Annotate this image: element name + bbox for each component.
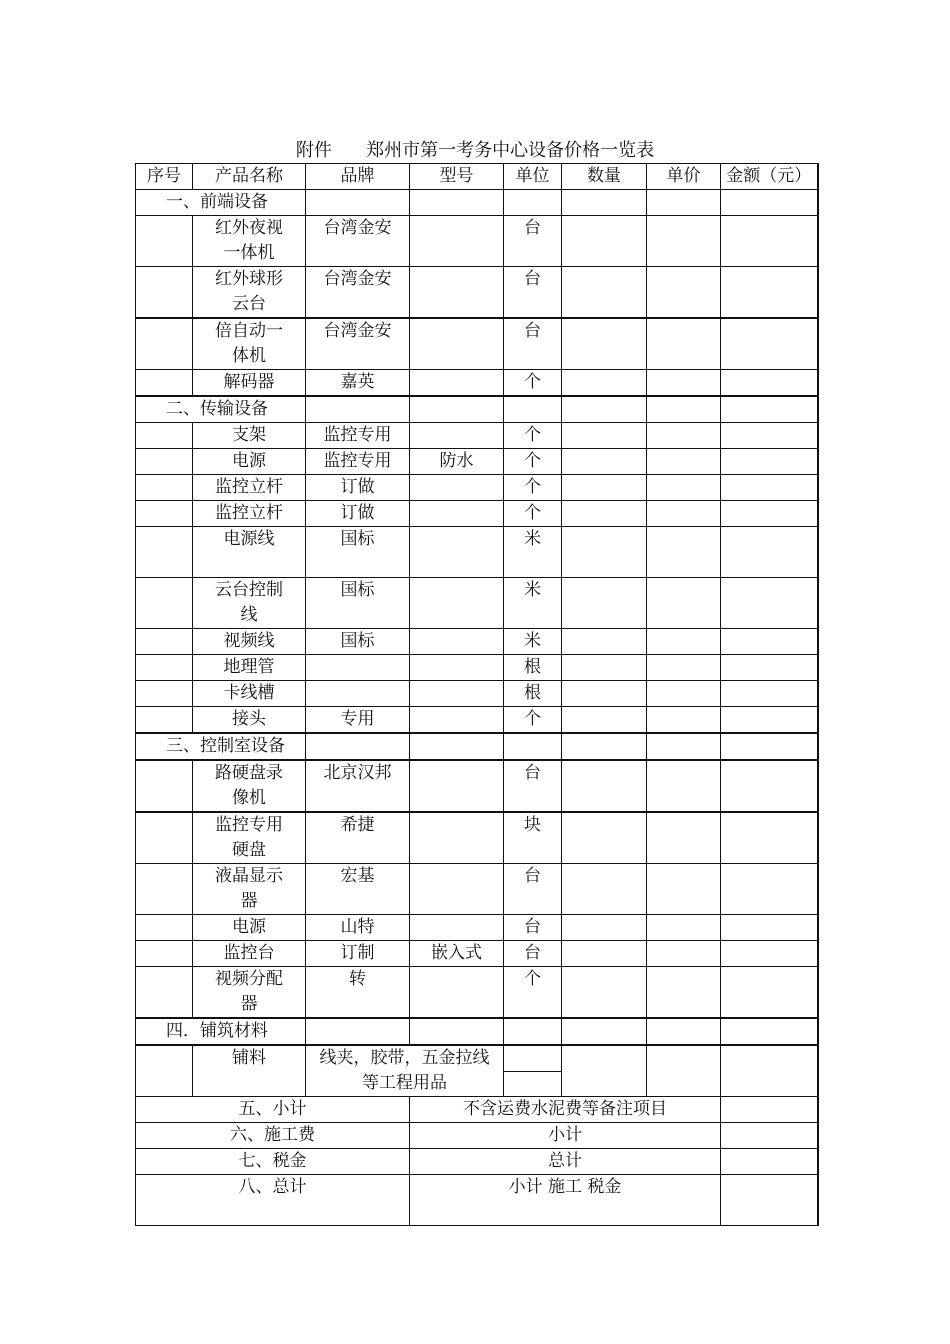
quantity-cell [562,216,647,267]
quantity-cell [562,370,647,397]
quantity-cell [562,967,647,1019]
amount-cell [721,216,818,267]
amount-cell [721,1045,818,1097]
summary-row [136,1149,818,1175]
quantity-cell [562,527,647,578]
unit-price-cell [647,707,721,734]
brand-cell: 宏基 [306,864,410,915]
unit-cell: 个 [504,475,562,501]
model-cell: 嵌入式 [410,941,504,967]
unit-cell: 个 [504,423,562,449]
product-name-cell: 卡线槽 [193,681,306,707]
brand-cell: 订做 [306,475,410,501]
brand-cell: 订制 [306,941,410,967]
amount-cell [721,760,818,812]
section-label: 二、传输设备 [136,396,306,423]
amount-cell [721,707,818,734]
amount-cell [721,449,818,475]
quantity-cell [562,707,647,734]
product-name-cell: 电源 [193,915,306,941]
header-cell: 数量 [562,164,647,190]
model-cell [410,423,504,449]
summary-note: 小计 施工 税金 [410,1175,721,1226]
row-index-cell [136,267,193,319]
section-label: 四．铺筑材料 [136,1018,306,1045]
header-cell: 金额（元） [721,164,818,190]
brand-note-cell: 线夹，胶带，五金拉线等工程用品 [306,1045,504,1097]
table-row [136,216,818,267]
summary-note: 总计 [410,1149,721,1175]
amount-cell [721,681,818,707]
model-cell [410,475,504,501]
unit-price-cell [647,318,721,370]
empty-cell [410,190,504,216]
document-title: 附件 郑州市第一考务中心设备价格一览表 [295,140,655,161]
amount-cell [721,267,818,319]
unit-cell: 米 [504,578,562,629]
unit-cell: 根 [504,655,562,681]
unit-cell: 台 [504,864,562,915]
unit-price-cell [647,812,721,864]
table-row [136,760,818,812]
quantity-cell [562,578,647,629]
amount-cell [721,318,818,370]
empty-cell [721,1018,818,1045]
header-row [136,164,818,190]
row-index-cell [136,1045,193,1097]
product-name-cell: 视频分配器 [193,967,306,1019]
unit-cell: 台 [504,267,562,319]
unit-cell: 个 [504,370,562,397]
row-index-cell [136,941,193,967]
empty-cell [306,733,410,760]
unit-price-cell [647,449,721,475]
unit-price-cell [647,423,721,449]
unit-cell: 个 [504,449,562,475]
brand-cell: 国标 [306,629,410,655]
unit-price-cell [647,527,721,578]
amount-cell [721,629,818,655]
amount-cell [721,578,818,629]
empty-cell [721,733,818,760]
amount-cell [721,655,818,681]
model-cell [410,812,504,864]
unit-price-cell [647,501,721,527]
brand-cell: 国标 [306,578,410,629]
quantity-cell [562,864,647,915]
unit-cell: 个 [504,707,562,734]
table-row [136,501,818,527]
amount-cell [721,527,818,578]
empty-cell [721,190,818,216]
amount-cell [721,370,818,397]
brand-cell: 国标 [306,527,410,578]
brand-cell [306,681,410,707]
amount-cell [721,967,818,1019]
brand-cell: 监控专用 [306,423,410,449]
model-cell [410,864,504,915]
quantity-cell [562,1045,647,1097]
brand-cell: 北京汉邦 [306,760,410,812]
price-table [135,163,819,1226]
section-row [136,396,818,423]
header-cell: 型号 [410,164,504,190]
product-name-cell: 接头 [193,707,306,734]
table-row [136,527,818,578]
product-name-cell: 红外球形云台 [193,267,306,319]
model-cell [410,629,504,655]
row-index-cell [136,812,193,864]
model-cell [410,915,504,941]
row-index-cell [136,655,193,681]
quantity-cell [562,655,647,681]
product-name-cell: 监控立杆 [193,475,306,501]
row-index-cell [136,449,193,475]
quantity-cell [562,267,647,319]
table-row [136,370,818,397]
product-name-cell: 倍自动一体机 [193,318,306,370]
unit-price-cell [647,915,721,941]
price-table-body [136,164,818,1226]
empty-cell [562,1018,647,1045]
quantity-cell [562,423,647,449]
table-row [136,318,818,370]
table-row [136,1045,818,1097]
table-row [136,681,818,707]
empty-cell [721,396,818,423]
quantity-cell [562,629,647,655]
row-index-cell [136,216,193,267]
empty-cell [410,1018,504,1045]
row-index-cell [136,707,193,734]
unit-price-cell [647,681,721,707]
product-name-cell: 云台控制线 [193,578,306,629]
row-index-cell [136,370,193,397]
unit-price-cell [647,967,721,1019]
amount-cell [721,864,818,915]
summary-row [136,1175,818,1226]
amount-cell [721,915,818,941]
row-index-cell [136,967,193,1019]
product-name-cell: 电源线 [193,527,306,578]
product-name-cell: 监控专用硬盘 [193,812,306,864]
quantity-cell [562,475,647,501]
section-label: 一、前端设备 [136,190,306,216]
quantity-cell [562,318,647,370]
empty-cell [647,1018,721,1045]
empty-cell [647,396,721,423]
header-cell: 产品名称 [193,164,306,190]
table-row [136,864,818,915]
unit-cell: 台 [504,760,562,812]
summary-note: 小计 [410,1123,721,1149]
unit-price-cell [647,216,721,267]
model-cell [410,760,504,812]
header-cell: 单价 [647,164,721,190]
empty-cell [647,733,721,760]
empty-cell [306,190,410,216]
amount-cell [721,423,818,449]
product-name-cell: 铺料 [193,1045,306,1097]
summary-row [136,1123,818,1149]
row-index-cell [136,501,193,527]
summary-label: 五、小计 [136,1097,410,1123]
unit-price-cell [647,370,721,397]
brand-cell: 台湾金安 [306,318,410,370]
table-row [136,655,818,681]
unit-price-cell [647,1045,721,1097]
brand-cell: 订做 [306,501,410,527]
amount-cell [721,1123,818,1149]
section-row [136,190,818,216]
row-index-cell [136,527,193,578]
brand-cell: 台湾金安 [306,216,410,267]
model-cell [410,527,504,578]
unit-price-cell [647,864,721,915]
unit-cell: 米 [504,629,562,655]
quantity-cell [562,760,647,812]
unit-price-cell [647,267,721,319]
unit-price-cell [647,629,721,655]
model-cell [410,267,504,319]
unit-cell [504,1045,562,1097]
model-cell [410,370,504,397]
amount-cell [721,812,818,864]
table-row [136,915,818,941]
summary-label: 八、总计 [136,1175,410,1226]
brand-cell: 专用 [306,707,410,734]
summary-label: 七、税金 [136,1149,410,1175]
brand-cell: 山特 [306,915,410,941]
model-cell [410,578,504,629]
empty-cell [306,1018,410,1045]
product-name-cell: 支架 [193,423,306,449]
unit-cell: 米 [504,527,562,578]
summary-note: 不含运费水泥费等备注项目 [410,1097,721,1123]
brand-cell: 嘉英 [306,370,410,397]
product-name-cell: 监控立杆 [193,501,306,527]
unit-cell-split [504,1046,561,1096]
empty-cell [504,1018,562,1045]
unit-price-cell [647,655,721,681]
brand-cell: 希捷 [306,812,410,864]
quantity-cell [562,449,647,475]
model-cell: 防水 [410,449,504,475]
product-name-cell: 视频线 [193,629,306,655]
empty-cell [562,396,647,423]
empty-cell [647,190,721,216]
unit-cell: 台 [504,915,562,941]
row-index-cell [136,423,193,449]
section-row [136,733,818,760]
unit-cell: 台 [504,318,562,370]
model-cell [410,967,504,1019]
header-cell: 品牌 [306,164,410,190]
unit-cell: 个 [504,501,562,527]
amount-cell [721,1149,818,1175]
section-label: 三、控制室设备 [136,733,306,760]
product-name-cell: 液晶显示器 [193,864,306,915]
model-cell [410,655,504,681]
model-cell [410,707,504,734]
empty-cell [410,396,504,423]
row-index-cell [136,318,193,370]
table-row [136,967,818,1019]
quantity-cell [562,501,647,527]
header-cell: 序号 [136,164,193,190]
product-name-cell: 解码器 [193,370,306,397]
quantity-cell [562,941,647,967]
table-row [136,267,818,319]
table-row [136,475,818,501]
brand-cell: 监控专用 [306,449,410,475]
quantity-cell [562,681,647,707]
empty-cell [504,733,562,760]
row-index-cell [136,681,193,707]
unit-price-cell [647,475,721,501]
amount-cell [721,501,818,527]
product-name-cell: 路硬盘录像机 [193,760,306,812]
empty-cell [562,190,647,216]
empty-cell [504,396,562,423]
product-name-cell: 红外夜视一体机 [193,216,306,267]
brand-cell: 台湾金安 [306,267,410,319]
product-name-cell: 监控台 [193,941,306,967]
table-row [136,707,818,734]
summary-label: 六、施工费 [136,1123,410,1149]
table-row [136,941,818,967]
product-name-cell: 地理管 [193,655,306,681]
model-cell [410,318,504,370]
unit-price-cell [647,941,721,967]
empty-cell [410,733,504,760]
row-index-cell [136,578,193,629]
model-cell [410,501,504,527]
section-row [136,1018,818,1045]
row-index-cell [136,915,193,941]
amount-cell [721,941,818,967]
quantity-cell [562,812,647,864]
product-name-cell: 电源 [193,449,306,475]
split-line [504,1071,561,1072]
unit-price-cell [647,760,721,812]
unit-cell: 台 [504,216,562,267]
row-index-cell [136,760,193,812]
table-row [136,629,818,655]
table-row [136,812,818,864]
empty-cell [562,733,647,760]
row-index-cell [136,475,193,501]
amount-cell [721,1097,818,1123]
summary-row [136,1097,818,1123]
header-cell: 单位 [504,164,562,190]
unit-price-cell [647,578,721,629]
table-row [136,578,818,629]
model-cell [410,216,504,267]
unit-cell: 个 [504,967,562,1019]
quantity-cell [562,915,647,941]
row-index-cell [136,629,193,655]
unit-cell: 根 [504,681,562,707]
empty-cell [306,396,410,423]
row-index-cell [136,864,193,915]
brand-cell: 转 [306,967,410,1019]
unit-cell: 块 [504,812,562,864]
amount-cell [721,475,818,501]
table-row [136,423,818,449]
table-row [136,449,818,475]
empty-cell [504,190,562,216]
unit-cell: 台 [504,941,562,967]
brand-cell [306,655,410,681]
amount-cell [721,1175,818,1226]
model-cell [410,681,504,707]
